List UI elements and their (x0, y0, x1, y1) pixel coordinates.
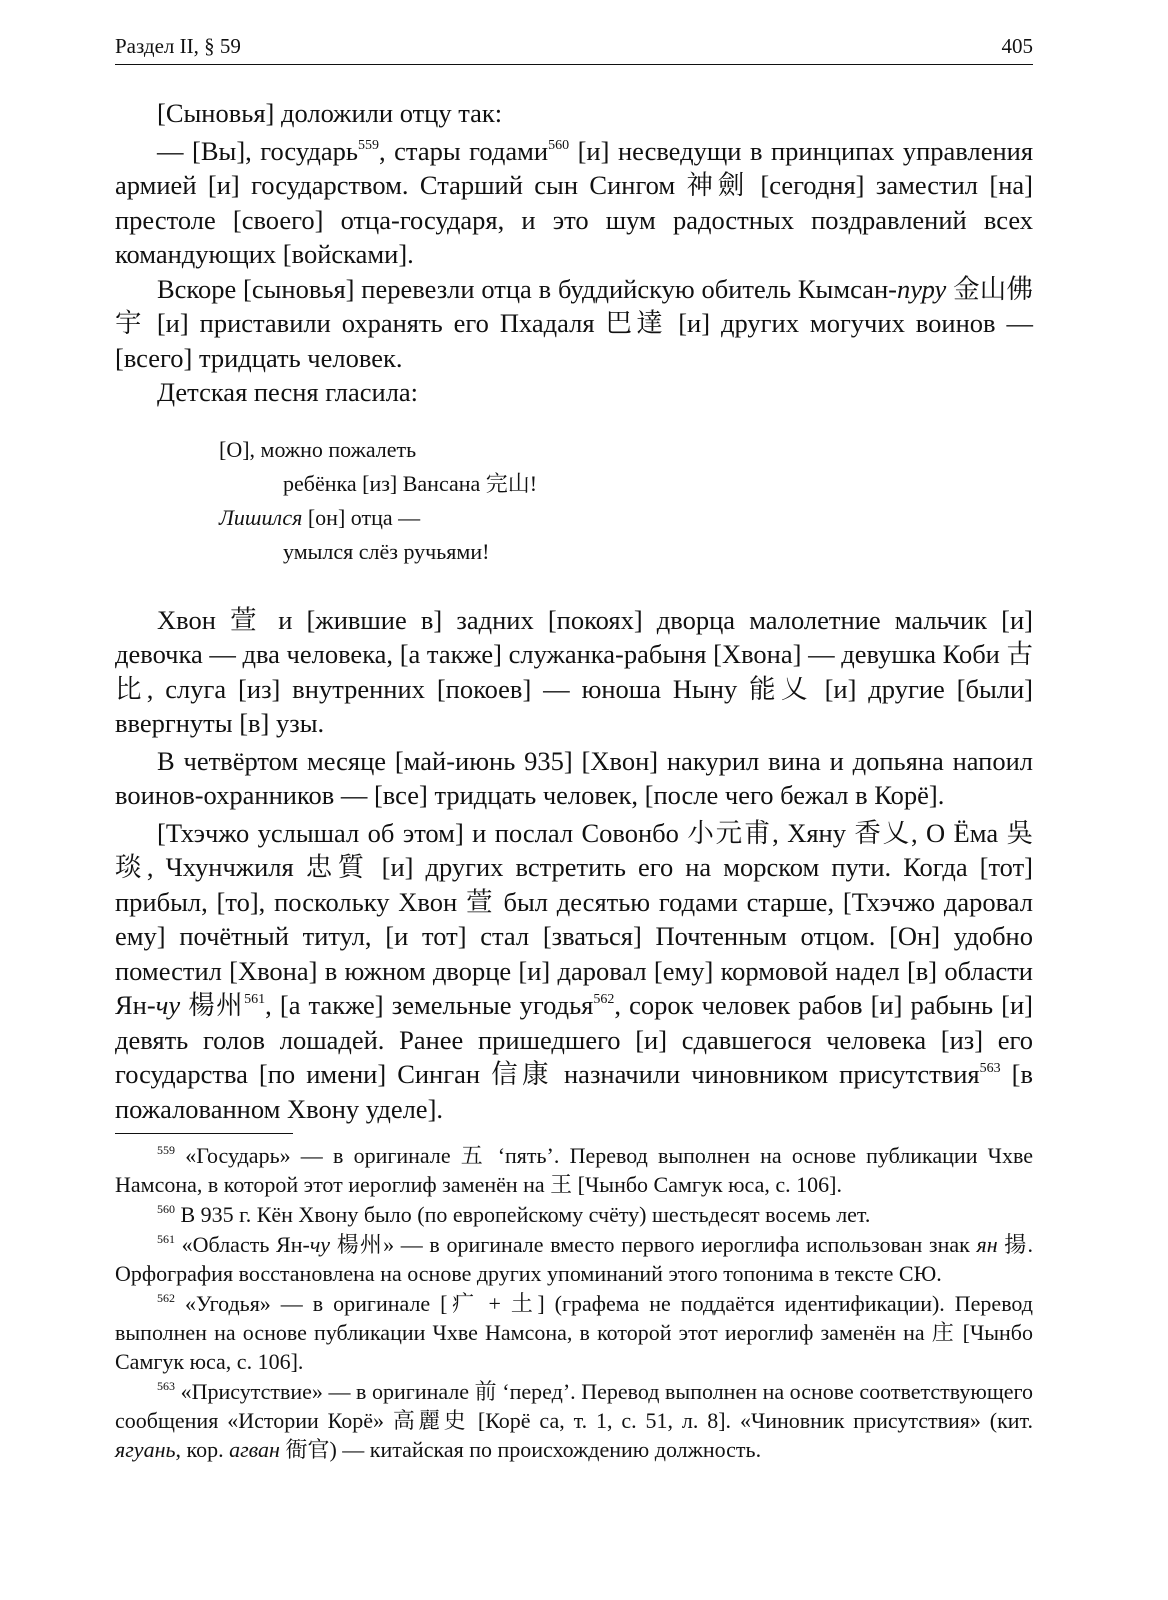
footnote-ref-562[interactable]: 562 (593, 992, 615, 1007)
page-number: 405 (1001, 34, 1033, 58)
footnote-559: $^{559}$ «Государь» — в оригинале 五 ‘пять’. Перевод выполнен на основе публикации Чхве Намсона, в которой этот иероглиф заменён на 王 [Чынбо Самгук юса, с. 106]. (115, 1143, 1033, 1197)
verse-line-1: [О], можно пожалеть (219, 436, 417, 462)
song-verse (219, 433, 1033, 569)
main-text (115, 96, 1033, 1126)
footnote-number: 561 (157, 1232, 175, 1246)
footnote-563: $^{563}$ «Присутствие» — в оригинале 前 ‘перед’. Перевод выполнен на основе соответствующего сообщения «Истории Корё» 高麗史 [Корё са, т. 1, с. 51, л. 8]. «Чиновник присутствия» (кит. ягуань, кор. агван 衙官) — китайская по происхождению должность. (115, 1379, 1033, 1462)
footnote-number: 560 (157, 1202, 175, 1216)
verse-line-2: ребёнка [из] Вансана 完山! (283, 470, 538, 496)
paragraph-7: [Тхэчжо услышал об этом] и послал Совонбо 小元甫, Хяну 香乂, О Ёма 吳琰, Чхунчжиля 忠質 [и] других встретить его на морском пути. Когда [тот] прибыл, [то], поскольку Хвон 萱 был десятью годами старше, [Тхэчжо даровал ему] почётный титул, [и тот] стал [зваться] Почтенным отцом. [Он] удобно поместил [Хвона] в южном дворце [и] даровал [ему] кормовой надел [в] области Ян-чу 楊州$^{561}$, [а также] земельные угодья$^{562}$, сорок человек рабов [и] рабынь [и] девять голов лошадей. Ранее пришедшего [и] сдавшегося человека [из] его государства [по имени] Синган 信康 назначили чиновником присутствия$^{563}$ [в пожалованном Хвону уделе]. (115, 817, 1033, 1124)
footnote-ref-559[interactable]: 559 (358, 137, 380, 153)
paragraph-4: Детская песня гласила: (157, 377, 419, 407)
footnote-562: $^{562}$ «Угодья» — в оригинале [疒 + 土] (графема не поддаётся идентификации). Перевод выполнен на основе публикации Чхве Намсона, в которой этот иероглиф заменён на 庄 [Чынбо Самгук юса, с. 106]. (115, 1291, 1033, 1374)
section-reference: Раздел II, § 59 (115, 34, 241, 58)
paragraph-1: [Сыновья] доложили отцу так: (157, 98, 503, 128)
footnote-561: $^{561}$ «Область Ян-чу 楊州» — в оригинале вместо первого иероглифа использован знак ян 揚. Орфография восстановлена на основе других упоминаний этого топонима в тексте СЮ. (115, 1232, 1033, 1286)
verse-line-3: Лишился [он] отца — (219, 504, 421, 530)
verse-line-4: умылся слёз ручьями! (283, 538, 490, 564)
running-head (115, 34, 1033, 59)
footnote-ref-560[interactable]: 560 (548, 137, 570, 153)
footnote-number: 563 (157, 1379, 175, 1393)
header-rule (115, 64, 1033, 65)
footnote-number: 562 (157, 1291, 175, 1305)
paragraph-3: Вскоре [сыновья] перевезли отца в буддийскую обитель Кымсан-пуру 金山佛宇 [и] приставили охранять его Пхадаля 巴達 [и] других могучих воинов — [всего] тридцать человек. (115, 273, 1033, 373)
footnote-ref-563[interactable]: 563 (979, 1061, 1001, 1076)
footnote-560: $^{560}$ В 935 г. Кён Хвону было (по европейскому счёту) шестьдесят восемь лет. (157, 1202, 871, 1227)
footnote-separator (115, 1133, 293, 1134)
paragraph-2: — [Вы], государь$^{559}$, стары годами$^{560}$ [и] несведущи в принципах управления армией [и] государством. Старший сын Сингом 神劍 [сегодня] заместил [на] престоле [своего] отца-государя, и это шум радостных поздравлений всех командующих [войсками]. (115, 135, 1034, 269)
footnote-ref-561[interactable]: 561 (244, 992, 266, 1007)
paragraph-5: Хвон 萱 и [жившие в] задних [покоях] дворца малолетние мальчик [и] девочка — два человека, [а также] служанка-рабыня [Хвона] — девушка Коби 古比, слуга [из] внутренних [покоев] — юноша Ныну 能乂 [и] другие [были] ввергнуты [в] узы. (115, 604, 1033, 738)
footnote-number: 559 (157, 1143, 175, 1157)
footnotes (115, 1141, 1033, 1465)
paragraph-6: В четвёртом месяце [май-июнь 935] [Хвон] накурил вина и допьяна напоил воинов-охранников — [все] тридцать человек, [после чего бежал в Корё]. (115, 745, 1033, 810)
